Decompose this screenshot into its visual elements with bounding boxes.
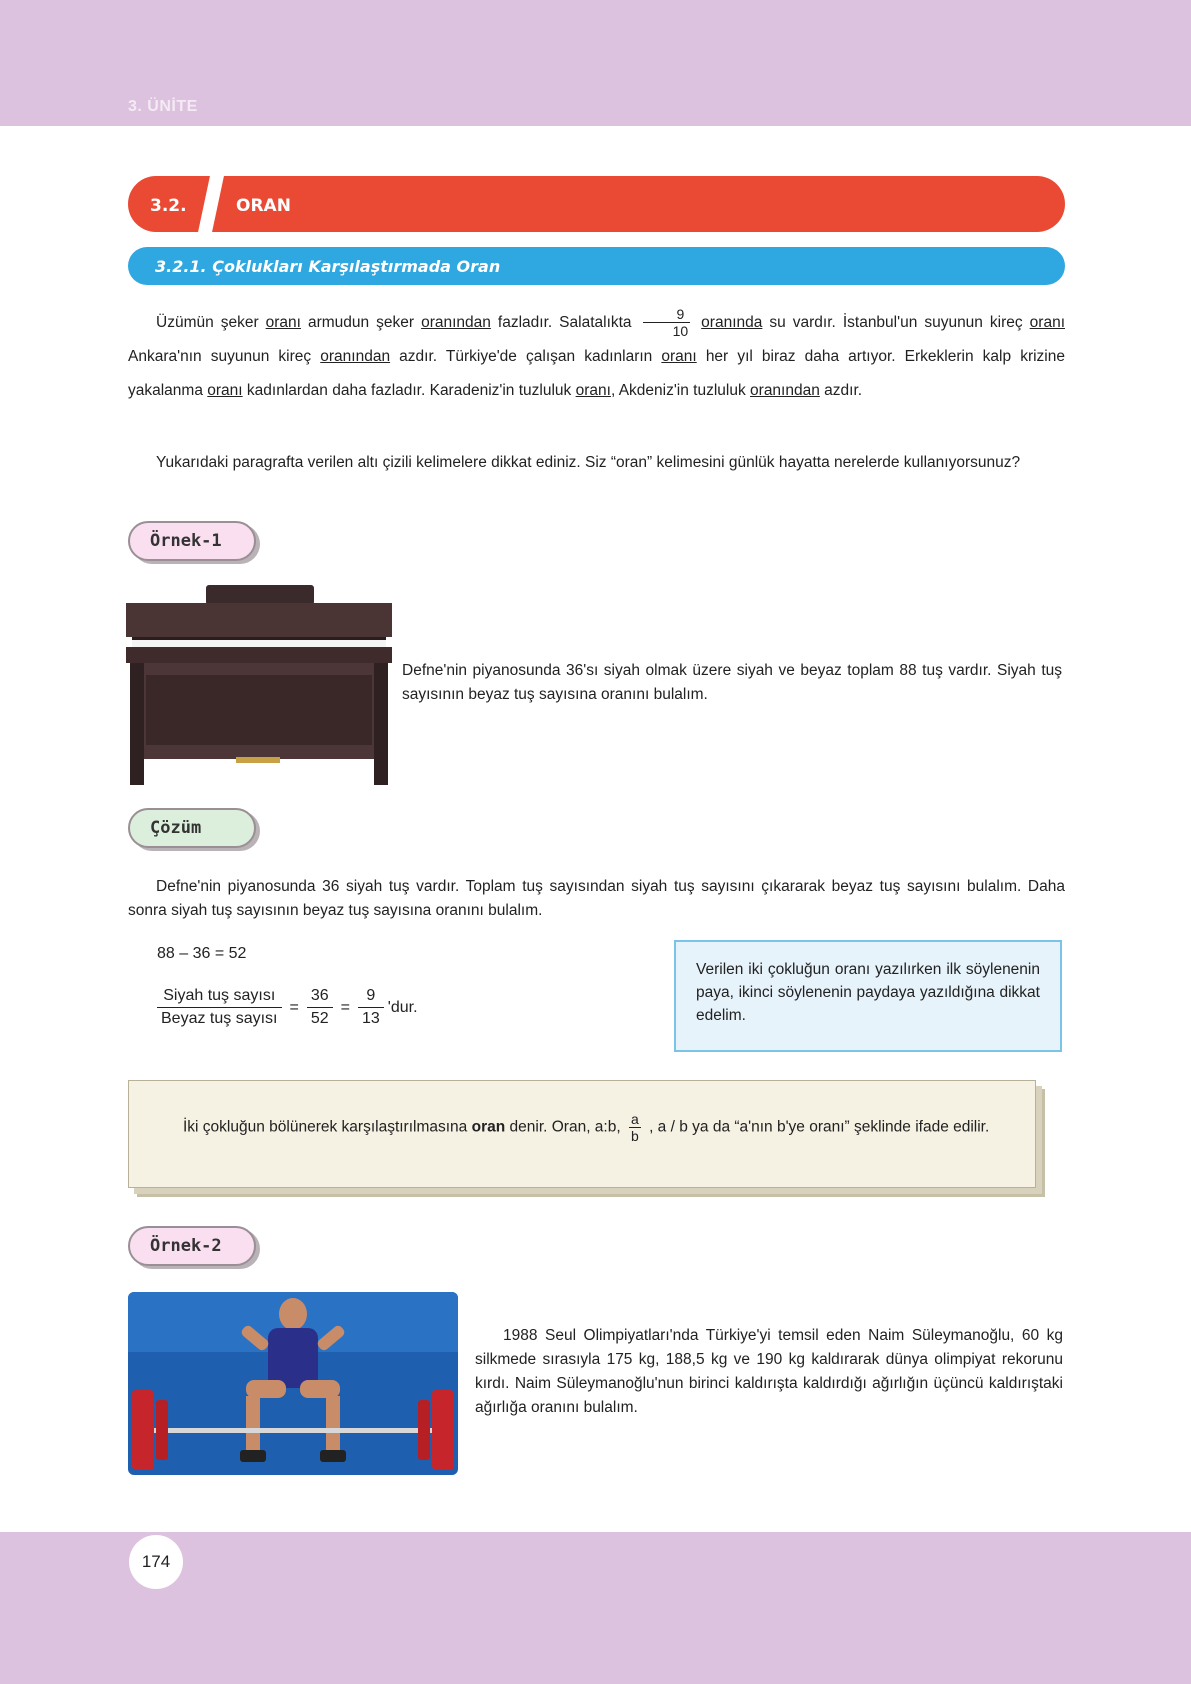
- ratio-fraction-36-52: $\frac{36}{52}$: [307, 985, 333, 1030]
- example-1-text: Defne'nin piyanosunda 36'sı siyah olmak üzere siyah ve beyaz toplam 88 tuş vardır. Siyah tuş sayısının beyaz tuş sayısına oranını bulalım.: [402, 662, 1062, 703]
- example-2-label: Örnek-2: [128, 1226, 256, 1266]
- underlined-word: oranından: [320, 348, 391, 365]
- underlined-word: oranından: [750, 382, 820, 399]
- section-number: 3.2.: [150, 196, 187, 216]
- intro-paragraph-2: Yukarıdaki paragrafta verilen altı çizili kelimelere dikkat ediniz. Siz “oran” kelimesini günlük hayatta nerelerde kullanıyorsunuz?: [156, 454, 1021, 471]
- underlined-word: oranından: [421, 314, 491, 331]
- underlined-word: oranı: [265, 314, 301, 331]
- fraction-9-10: $\frac{9}{10}$: [643, 306, 691, 339]
- definition-box: İki çokluğun bölünerek karşılaştırılmasına oran denir. Oran, a:b, $\frac{a}{b}$ , a / b ya da “a'nın b'ye oranı” şeklinde ifade edilir.: [128, 1080, 1036, 1188]
- section-title: ORAN: [236, 196, 291, 216]
- note-box: Verilen iki çokluğun oranı yazılırken ilk söylenenin paya, ikinci söylenenin paydaya yazıldığına dikkat edelim.: [674, 940, 1062, 1052]
- unit-label: 3. ÜNİTE: [128, 98, 198, 115]
- page-number: 174: [129, 1535, 183, 1589]
- underlined-word: oranında: [701, 314, 763, 331]
- underlined-word: oranı: [575, 382, 611, 399]
- ratio-fraction-9-13: $\frac{9}{13}$: [358, 985, 384, 1030]
- ratio-equation: $\frac{\text{Siyah tuş sayısı}}{\text{Beyaz tuş sayısı}}$ = $\frac{36}{52}$ = $\frac{9}{13}$ 'dur.: [157, 985, 418, 1030]
- fraction-a-b: $\frac{a}{b}$: [630, 1111, 639, 1144]
- ratio-fraction-words: $\frac{\text{Siyah tuş sayısı}}{\text{Beyaz tuş sayısı}}$: [157, 985, 282, 1030]
- underlined-word: oranı: [207, 382, 243, 399]
- underlined-word: oranı: [661, 348, 697, 365]
- example-2-text: 1988 Seul Olimpiyatları'nda Türkiye'yi temsil eden Naim Süleymanoğlu, 60 kg silkmede sırasıyla 175 kg, 188,5 kg ve 190 kg kaldırarak dünya olimpiyat rekorunu kırdı. Naim Süleymanoğlu'nun birinci kaldırışta kaldırdığı ağırlığın üçüncü kaldırıştaki ağırlığa oranını bulalım.: [475, 1327, 1063, 1416]
- weightlifter-image: [128, 1292, 458, 1475]
- subtraction-line: 88 – 36 = 52: [157, 945, 247, 962]
- solution-text: Defne'nin piyanosunda 36 siyah tuş vardır. Toplam tuş sayısından siyah tuş sayısını çıkararak beyaz tuş sayısını bulalım. Daha sonra siyah tuş sayısının beyaz tuş sayısına oranını bulalım.: [128, 878, 1065, 919]
- subsection-title: 3.2.1. Çoklukları Karşılaştırmada Oran: [155, 257, 501, 276]
- example-1-label: Örnek-1: [128, 521, 256, 561]
- piano-image: [126, 585, 392, 785]
- intro-paragraph-1: Üzümün şeker oranı armudun şeker oranından fazladır. Salatalıkta $\frac{9}{10}$ oranında su vardır. İstanbul'un suyunun kireç oranı Ankara'nın suyunun kireç oranından azdır. Türkiye'de çalışan kadınların oranı her yıl biraz daha artıyor. Erkeklerin kalp krizine yakalanma oranı kadınlardan daha fazladır. Karadeniz'in tuzluluk oranı, Akdeniz'in tuzluluk oranından azdır.: [128, 306, 1066, 399]
- solution-label: Çözüm: [128, 808, 256, 848]
- underlined-word: oranı: [1029, 314, 1066, 331]
